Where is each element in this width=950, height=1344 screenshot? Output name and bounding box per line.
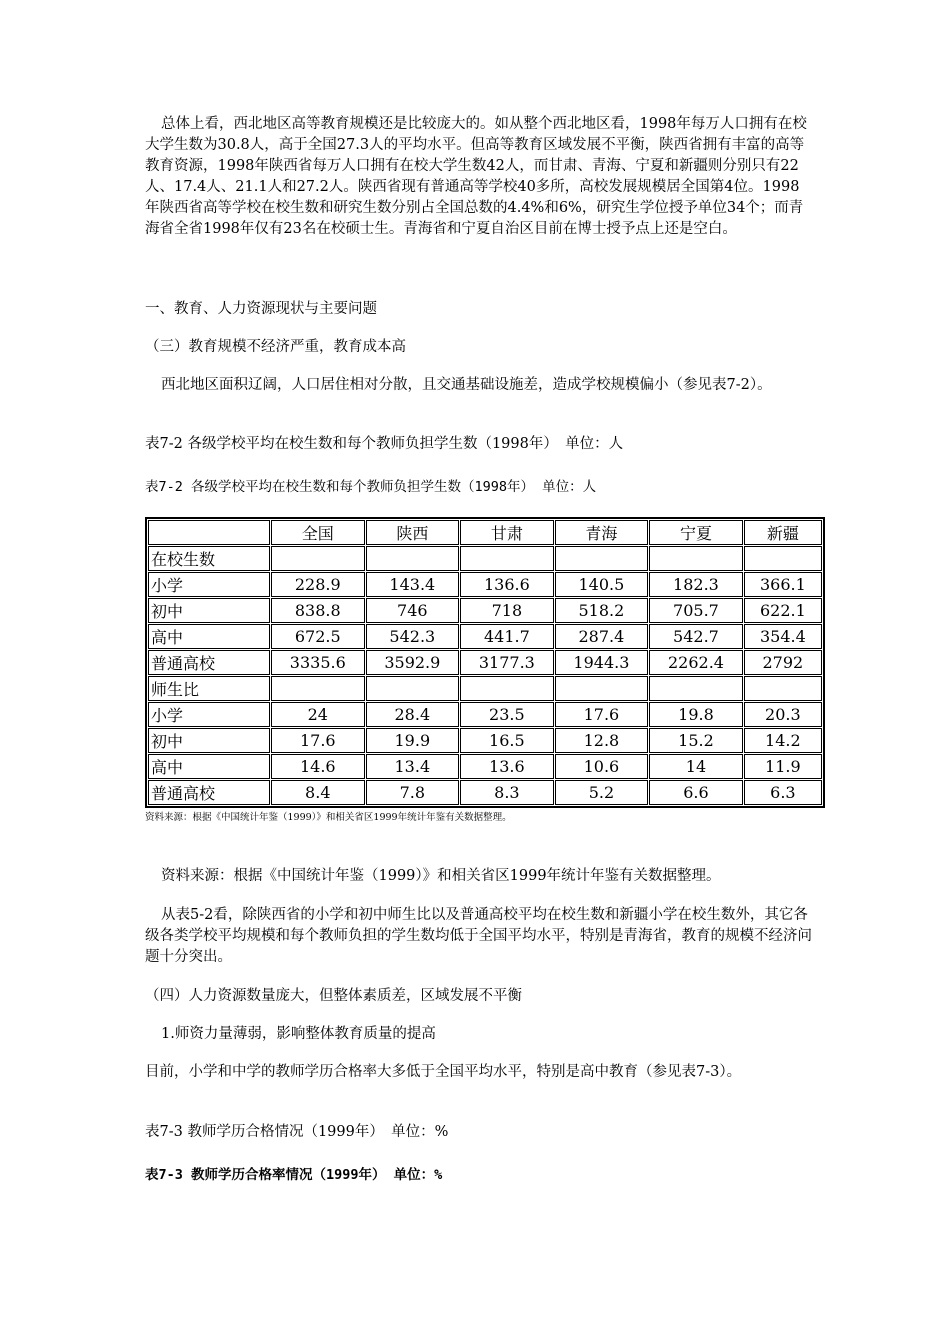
value-cell: 746 xyxy=(366,598,460,623)
value-cell: 182.3 xyxy=(649,572,743,597)
value-cell: 838.8 xyxy=(271,598,365,623)
value-cell xyxy=(460,546,554,571)
value-cell: 542.7 xyxy=(649,624,743,649)
value-cell xyxy=(271,546,365,571)
value-cell: 622.1 xyxy=(744,598,822,623)
value-cell: 12.8 xyxy=(555,728,649,753)
value-cell xyxy=(460,676,554,701)
source-note: 资料来源：根据《中国统计年鉴（1999）》和相关省区1999年统计年鉴有关数据整理。 xyxy=(161,868,721,884)
table73-caption-bold: 表7-3 教师学历合格率情况（1999年） 单位：% xyxy=(145,1167,443,1183)
value-cell: 宁夏 xyxy=(649,520,743,545)
value-cell: 17.6 xyxy=(271,728,365,753)
value-cell: 228.9 xyxy=(271,572,365,597)
subheading-teachers: 1.师资力量薄弱，影响整体教育质量的提高 xyxy=(161,1026,436,1042)
table-row xyxy=(148,676,822,701)
value-cell: 143.4 xyxy=(366,572,460,597)
source-note-small: 资料来源：根据《中国统计年鉴（1999）》和相关省区1999年统计年鉴有关数据整理。 xyxy=(145,812,512,823)
row-label-cell: 高中 xyxy=(148,754,270,779)
table-row xyxy=(148,598,822,623)
row-label-cell: 小学 xyxy=(148,702,270,727)
value-cell: 28.4 xyxy=(366,702,460,727)
scale-paragraph: 西北地区面积辽阔，人口居住相对分散，且交通基础设施差，造成学校规模偏小（参见表7-2）。 xyxy=(161,377,772,393)
value-cell: 14.2 xyxy=(744,728,822,753)
table-row xyxy=(148,546,822,571)
table73-caption: 表7-3 教师学历合格情况（1999年） 单位：% xyxy=(145,1124,449,1140)
value-cell: 14.6 xyxy=(271,754,365,779)
table-row xyxy=(148,702,822,727)
value-cell: 23.5 xyxy=(460,702,554,727)
table-header-row xyxy=(148,520,822,545)
value-cell xyxy=(649,546,743,571)
value-cell: 6.3 xyxy=(744,780,822,805)
value-cell: 354.4 xyxy=(744,624,822,649)
table-row xyxy=(148,754,822,779)
row-label-cell: 高中 xyxy=(148,624,270,649)
value-cell: 陕西 xyxy=(366,520,460,545)
table-row xyxy=(148,572,822,597)
row-label-cell xyxy=(148,520,270,545)
value-cell: 甘肃 xyxy=(460,520,554,545)
teacher-paragraph: 目前，小学和中学的教师学历合格率大多低于全国平均水平，特别是高中教育（参见表7-3）。 xyxy=(145,1064,742,1080)
value-cell: 11.9 xyxy=(744,754,822,779)
section-heading-4: （四）人力资源数量庞大，但整体素质差，区域发展不平衡 xyxy=(145,988,522,1004)
table72-caption-repeat: 表7-2 各级学校平均在校生数和每个教师负担学生数（1998年） 单位：人 xyxy=(145,479,597,495)
value-cell: 3177.3 xyxy=(460,650,554,675)
table-row xyxy=(148,780,822,805)
value-cell: 新疆 xyxy=(744,520,822,545)
value-cell: 5.2 xyxy=(555,780,649,805)
row-label-cell: 在校生数 xyxy=(148,546,270,571)
value-cell: 8.3 xyxy=(460,780,554,805)
value-cell: 287.4 xyxy=(555,624,649,649)
value-cell: 6.6 xyxy=(649,780,743,805)
value-cell: 20.3 xyxy=(744,702,822,727)
value-cell: 13.6 xyxy=(460,754,554,779)
value-cell xyxy=(744,546,822,571)
value-cell: 全国 xyxy=(271,520,365,545)
row-label-cell: 初中 xyxy=(148,598,270,623)
value-cell: 2792 xyxy=(744,650,822,675)
value-cell xyxy=(555,546,649,571)
value-cell: 140.5 xyxy=(555,572,649,597)
value-cell: 542.3 xyxy=(366,624,460,649)
value-cell: 19.8 xyxy=(649,702,743,727)
value-cell: 10.6 xyxy=(555,754,649,779)
value-cell xyxy=(555,676,649,701)
table-row xyxy=(148,624,822,649)
value-cell: 136.6 xyxy=(460,572,554,597)
value-cell: 1944.3 xyxy=(555,650,649,675)
table72-caption: 表7-2 各级学校平均在校生数和每个教师负担学生数（1998年） 单位：人 xyxy=(145,436,624,452)
value-cell: 718 xyxy=(460,598,554,623)
value-cell: 441.7 xyxy=(460,624,554,649)
row-label-cell: 师生比 xyxy=(148,676,270,701)
row-label-cell: 普通高校 xyxy=(148,780,270,805)
section-heading-1: 一、教育、人力资源现状与主要问题 xyxy=(145,301,377,317)
value-cell xyxy=(649,676,743,701)
value-cell: 3335.6 xyxy=(271,650,365,675)
intro-paragraph: 总体上看，西北地区高等教育规模还是比较庞大的。如从整个西北地区看，1998年每万人口拥有在校大学生数为30.8人，高于全国27.3人的平均水平。但高等教育区域发展不平衡，陕西省拥有丰富的高等教育资源，1998年陕西省每万人口拥有在校大学生数42人，而甘肃、青海、宁夏和新疆则分别只有22人、17.4人、21.1人和27.2人。陕西省现有普通高等学校40多所，高校发展规模居全国第4位。1998年陕西省高等学校在校生数和研究生数分别占全国总数的4.4%和6%，研究生学位授予单位34个；而青海省全省1998年仅有23名在校硕士生。青海省和宁夏自治区目前在博士授予点上还是空白。 xyxy=(145,116,807,237)
table-row xyxy=(148,650,822,675)
value-cell: 15.2 xyxy=(649,728,743,753)
table-row xyxy=(148,728,822,753)
row-label-cell: 初中 xyxy=(148,728,270,753)
row-label-cell: 小学 xyxy=(148,572,270,597)
value-cell: 24 xyxy=(271,702,365,727)
value-cell xyxy=(366,546,460,571)
value-cell: 705.7 xyxy=(649,598,743,623)
section-heading-3: （三）教育规模不经济严重，教育成本高 xyxy=(145,339,406,355)
value-cell: 518.2 xyxy=(555,598,649,623)
value-cell: 2262.4 xyxy=(649,650,743,675)
value-cell xyxy=(744,676,822,701)
value-cell: 366.1 xyxy=(744,572,822,597)
value-cell: 3592.9 xyxy=(366,650,460,675)
row-label-cell: 普通高校 xyxy=(148,650,270,675)
table-7-2 xyxy=(145,517,825,808)
value-cell: 青海 xyxy=(555,520,649,545)
value-cell: 14 xyxy=(649,754,743,779)
value-cell xyxy=(366,676,460,701)
value-cell: 19.9 xyxy=(366,728,460,753)
value-cell: 17.6 xyxy=(555,702,649,727)
value-cell: 16.5 xyxy=(460,728,554,753)
value-cell: 672.5 xyxy=(271,624,365,649)
value-cell: 8.4 xyxy=(271,780,365,805)
value-cell: 13.4 xyxy=(366,754,460,779)
value-cell xyxy=(271,676,365,701)
comparison-paragraph: 从表5-2看，除陕西省的小学和初中师生比以及普通高校平均在校生数和新疆小学在校生数外，其它各级各类学校平均规模和每个教师负担的学生数均低于全国平均水平，特别是青海省，教育的规模不经济问题十分突出。 xyxy=(145,907,812,965)
value-cell: 7.8 xyxy=(366,780,460,805)
